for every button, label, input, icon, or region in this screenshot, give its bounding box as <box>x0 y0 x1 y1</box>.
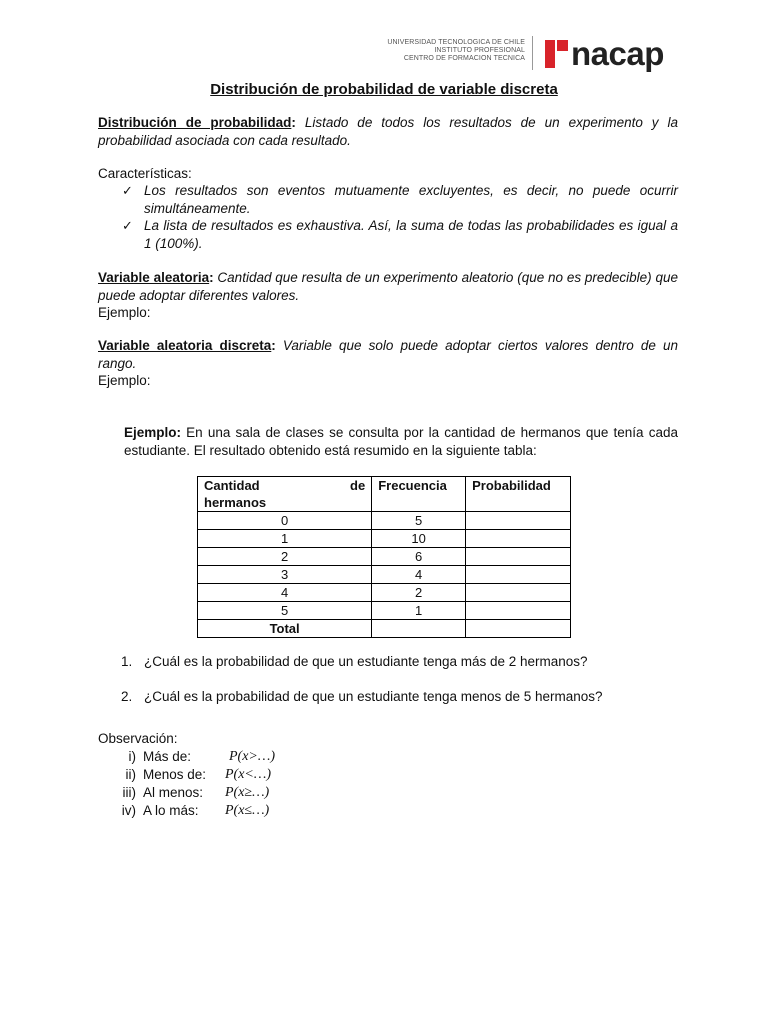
term-distribution: Distribución de probabilidad <box>98 115 292 130</box>
example-label: Ejemplo: <box>98 305 151 320</box>
institution-line-3: CENTRO DE FORMACION TECNICA <box>403 55 525 62</box>
definition-distribution: Distribución de probabilidad: Listado de todos los resultados de un experimento y la probabilidad asociada con cada resultado. <box>98 115 678 148</box>
math-expression: P(x≥…) <box>225 785 270 800</box>
inacap-logo <box>545 36 664 72</box>
math-expression: P(x>…) <box>229 749 275 764</box>
definition-discrete-variable: Variable aleatoria discreta: Variable que solo puede adoptar ciertos valores dentro de un rango. <box>98 338 678 371</box>
table-row: 0 5 <box>198 512 571 530</box>
institution-line-2: INSTITUTO PROFESIONAL <box>434 47 525 54</box>
institution-line-1: UNIVERSIDAD TECNOLOGICA DE CHILE <box>387 39 525 46</box>
checkmark-icon: ✓ <box>122 183 133 198</box>
example-strong-label: Ejemplo: <box>124 425 182 440</box>
page-title: Distribución de probabilidad de variable discreta <box>210 81 558 98</box>
checkmark-icon: ✓ <box>122 218 133 233</box>
table-total-row <box>198 620 571 638</box>
header-cantidad-hermanos: Cantidad de hermanos <box>198 477 372 512</box>
logo-wordmark: nacap <box>571 35 664 72</box>
characteristics-heading: Características: <box>98 166 192 181</box>
table-row: 5 1 <box>198 602 571 620</box>
example-label: Ejemplo: <box>98 373 151 388</box>
math-expression: P(x<…) <box>225 767 271 782</box>
institution-name <box>372 39 525 63</box>
characteristic-item: ✓ Los resultados son eventos mutuamente excluyentes, es decir, no puede ocurrir simultáneamente. <box>122 183 678 216</box>
header-frecuencia: Frecuencia <box>372 477 466 512</box>
table-header-row <box>198 477 571 512</box>
observation-item: iv) A lo más: P(x≤…) <box>121 803 270 818</box>
table-row: 1 10 <box>198 530 571 548</box>
observation-list <box>98 748 398 820</box>
question-item: 2. ¿Cuál es la probabilidad de que un estudiante tenga menos de 5 hermanos? <box>121 689 603 704</box>
term-random-variable: Variable aleatoria <box>98 270 210 285</box>
definition-random-variable: Variable aleatoria: Cantidad que resulta de un experimento aleatorio (que no es predecible) que puede adoptar diferentes valores. <box>98 270 678 303</box>
observation-heading: Observación: <box>98 731 178 746</box>
logo-mark-icon <box>545 40 569 68</box>
example-paragraph: Ejemplo: En una sala de clases se consulta por la cantidad de hermanos que tenía cada estudiante. El resultado obtenido está resumido en la siguiente tabla: <box>124 425 678 458</box>
term-discrete-variable: Variable aleatoria discreta <box>98 338 272 353</box>
header-probabilidad: Probabilidad <box>466 477 571 512</box>
frequency-table <box>197 476 571 638</box>
header-divider <box>532 36 533 70</box>
table-row: 3 4 <box>198 566 571 584</box>
characteristic-item: ✓ La lista de resultados es exhaustiva. Así, la suma de todas las probabilidades es igual a 1 (100%). <box>122 218 678 251</box>
table-row: 2 6 <box>198 548 571 566</box>
observation-item: iii) Al menos: P(x≥…) <box>122 785 270 800</box>
table-row: 4 2 <box>198 584 571 602</box>
question-item: 1. ¿Cuál es la probabilidad de que un estudiante tenga más de 2 hermanos? <box>121 654 588 669</box>
total-label: Total <box>198 620 372 638</box>
math-expression: P(x≤…) <box>225 803 270 818</box>
definition-distribution-text: Listado de todos los resultados de un experimento y la probabilidad asociada con cada resultado. <box>98 115 678 148</box>
observation-item: i) Más de: P(x>…) <box>128 749 275 764</box>
observation-item: ii) Menos de: P(x<…) <box>125 767 271 782</box>
